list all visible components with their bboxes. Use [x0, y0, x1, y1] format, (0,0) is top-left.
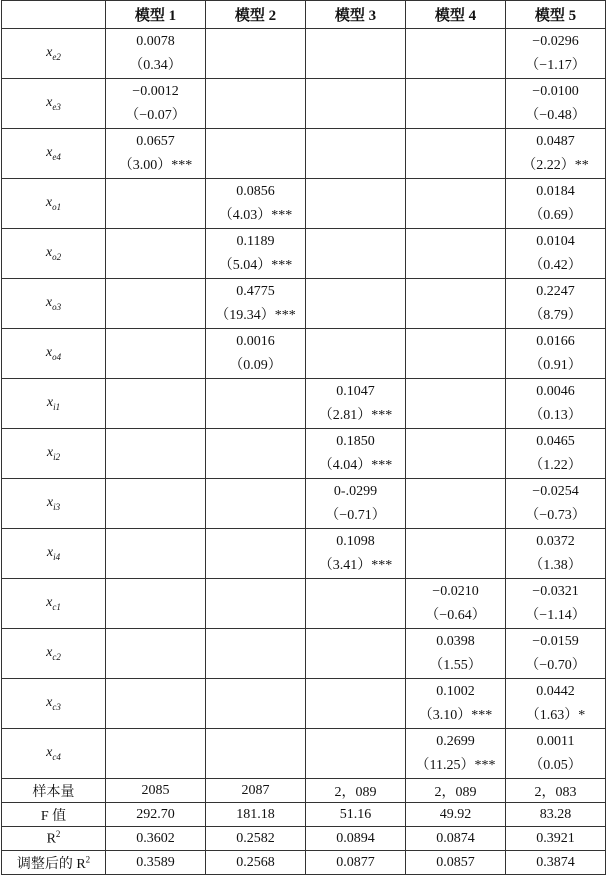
t-statistic: （0.42）	[529, 257, 582, 273]
variable-subscript: o3	[52, 301, 62, 312]
coefficient-cell	[506, 479, 606, 529]
coefficient-value: −0.0254	[532, 483, 579, 499]
coefficient-cell	[406, 429, 506, 479]
variable-symbol: $x_{o2}$	[45, 245, 62, 262]
table-row	[2, 179, 606, 229]
table-row	[2, 629, 606, 679]
statistic-value: 2，089	[306, 779, 406, 803]
coefficient-cell	[206, 379, 306, 429]
coefficient-cell	[206, 679, 306, 729]
t-statistic: （−0.71）	[325, 507, 386, 523]
coefficient-value: 0.2247	[536, 283, 575, 299]
coefficient-value: 0.1002	[436, 683, 475, 699]
table-row	[2, 129, 606, 179]
table-row	[2, 479, 606, 529]
statistic-value: 0.3602	[106, 827, 206, 851]
variable-subscript: i2	[53, 451, 61, 462]
coefficient-cell	[506, 629, 606, 679]
variable-label	[2, 129, 106, 179]
variable-label	[2, 429, 106, 479]
coefficient-value: 0.2699	[436, 733, 475, 749]
coefficient-value: 0.0184	[536, 183, 575, 199]
coefficient-cell	[206, 279, 306, 329]
statistic-value: 0.0877	[306, 851, 406, 875]
t-statistic: （0.69）	[529, 207, 582, 223]
coefficient-cell	[306, 329, 406, 379]
t-statistic: （−1.14）	[525, 607, 586, 623]
coefficient-cell	[306, 629, 406, 679]
table-row	[2, 729, 606, 779]
t-statistic: （1.55）	[429, 657, 482, 673]
header-model-4: 模型 4	[406, 1, 506, 29]
coefficient-cell	[306, 29, 406, 79]
coefficient-value: −0.0012	[132, 83, 179, 99]
statistic-value: 0.2568	[206, 851, 306, 875]
t-statistic: （19.34）***	[215, 307, 296, 323]
variable-label	[2, 29, 106, 79]
coefficient-cell	[106, 579, 206, 629]
coefficient-value: 0.1850	[336, 433, 375, 449]
coefficient-value: 0-.0299	[333, 483, 378, 499]
coefficient-cell	[506, 729, 606, 779]
variable-symbol: $x_{c3}$	[46, 695, 61, 712]
statistic-value: 2，083	[506, 779, 606, 803]
variable-subscript: c2	[52, 651, 61, 662]
coefficient-value: −0.0159	[532, 633, 579, 649]
coefficient-value: 0.0011	[536, 733, 575, 749]
coefficient-cell	[106, 29, 206, 79]
t-statistic: （0.13）	[529, 407, 582, 423]
coefficient-cell	[506, 679, 606, 729]
variable-label	[2, 229, 106, 279]
coefficient-value: 0.0078	[136, 33, 175, 49]
coefficient-cell	[306, 529, 406, 579]
statistic-value: 83.28	[506, 803, 606, 827]
t-statistic: （4.03）***	[218, 207, 293, 223]
table-row	[2, 679, 606, 729]
t-statistic: （11.25）***	[415, 757, 496, 773]
coefficient-cell	[406, 479, 506, 529]
statistic-value: 0.0894	[306, 827, 406, 851]
variable-label	[2, 579, 106, 629]
statistic-row	[2, 851, 606, 875]
variable-subscript: o2	[52, 251, 62, 262]
variable-symbol: $x_{e2}$	[46, 45, 61, 62]
t-statistic: （1.38）	[529, 557, 582, 573]
coefficient-value: 0.4775	[236, 283, 275, 299]
statistic-value: 0.3589	[106, 851, 206, 875]
table-row	[2, 279, 606, 329]
coefficient-value: 0.0166	[536, 333, 575, 349]
table-row	[2, 429, 606, 479]
statistic-value: 0.0874	[406, 827, 506, 851]
statistic-value: 2，089	[406, 779, 506, 803]
coefficient-cell	[506, 429, 606, 479]
coefficient-cell	[106, 379, 206, 429]
coefficient-cell	[106, 179, 206, 229]
table-row	[2, 229, 606, 279]
coefficient-cell	[406, 179, 506, 229]
t-statistic: （8.79）	[529, 307, 582, 323]
coefficient-cell	[206, 29, 306, 79]
statistic-label: $R^2$	[2, 827, 106, 851]
table-row	[2, 79, 606, 129]
coefficient-value: 0.1098	[336, 533, 375, 549]
header-cell-blank	[2, 1, 106, 29]
variable-symbol: $x_{o3}$	[45, 295, 62, 312]
variable-label	[2, 529, 106, 579]
variable-subscript: e4	[52, 151, 61, 162]
coefficient-cell	[106, 479, 206, 529]
coefficient-cell	[306, 579, 406, 629]
coefficient-cell	[306, 79, 406, 129]
t-statistic: （0.34）	[129, 57, 182, 73]
coefficient-cell	[306, 679, 406, 729]
variable-symbol: $x_{i3}$	[46, 495, 61, 512]
t-statistic: （1.63）*	[525, 707, 586, 723]
coefficient-cell	[406, 679, 506, 729]
statistic-value: 0.3874	[506, 851, 606, 875]
t-statistic: （1.22）	[529, 457, 582, 473]
t-statistic: （3.41）***	[318, 557, 393, 573]
coefficient-cell	[506, 29, 606, 79]
coefficient-cell	[206, 579, 306, 629]
variable-subscript: o4	[52, 351, 62, 362]
t-statistic: （−0.48）	[525, 107, 586, 123]
header-model-5: 模型 5	[506, 1, 606, 29]
table-row	[2, 579, 606, 629]
variable-subscript: c4	[52, 751, 61, 762]
table-row	[2, 379, 606, 429]
statistic-value: 2085	[106, 779, 206, 803]
header-model-1: 模型 1	[106, 1, 206, 29]
variable-subscript: c1	[52, 601, 61, 612]
variable-symbol: $x_{c4}$	[46, 745, 61, 762]
variable-label	[2, 79, 106, 129]
t-statistic: （2.22）**	[522, 157, 589, 173]
t-statistic: （3.10）***	[418, 707, 493, 723]
coefficient-value: −0.0100	[532, 83, 579, 99]
coefficient-cell	[306, 379, 406, 429]
t-statistic: （−0.70）	[525, 657, 586, 673]
coefficient-cell	[306, 279, 406, 329]
statistic-label: 样本量	[2, 779, 106, 803]
t-statistic: （0.91）	[529, 357, 582, 373]
variable-symbol: $x_{i1}$	[46, 395, 61, 412]
coefficient-cell	[406, 629, 506, 679]
coefficient-cell	[406, 29, 506, 79]
variable-subscript: e2	[52, 51, 61, 62]
coefficient-cell	[306, 479, 406, 529]
t-statistic: （3.00）***	[118, 157, 193, 173]
t-statistic: （4.04）***	[318, 457, 393, 473]
statistic-label: F 值	[2, 803, 106, 827]
t-statistic: （−0.07）	[125, 107, 186, 123]
coefficient-cell	[106, 429, 206, 479]
coefficient-value: 0.0442	[536, 683, 575, 699]
superscript: 2	[85, 853, 91, 864]
coefficient-value: 0.0487	[536, 133, 575, 149]
t-statistic: （0.05）	[529, 757, 582, 773]
coefficient-cell	[406, 229, 506, 279]
coefficient-value: −0.0296	[532, 33, 579, 49]
variable-label	[2, 379, 106, 429]
coefficient-cell	[506, 79, 606, 129]
coefficient-cell	[206, 529, 306, 579]
variable-label	[2, 729, 106, 779]
variable-label	[2, 479, 106, 529]
coefficient-cell	[106, 329, 206, 379]
regression-results-table	[1, 0, 606, 875]
coefficient-value: 0.0398	[436, 633, 475, 649]
variable-symbol: $x_{o4}$	[45, 345, 62, 362]
variable-symbol: $x_{i2}$	[46, 445, 61, 462]
coefficient-cell	[106, 629, 206, 679]
coefficient-cell	[506, 229, 606, 279]
coefficient-cell	[306, 429, 406, 479]
coefficient-cell	[206, 79, 306, 129]
statistic-row	[2, 803, 606, 827]
coefficient-cell	[506, 329, 606, 379]
variable-subscript: e3	[52, 101, 61, 112]
t-statistic: （2.81）***	[318, 407, 393, 423]
coefficient-cell	[106, 529, 206, 579]
coefficient-cell	[206, 629, 306, 679]
variable-symbol: $x_{e3}$	[46, 95, 61, 112]
coefficient-cell	[406, 379, 506, 429]
coefficient-cell	[306, 179, 406, 229]
coefficient-cell	[306, 129, 406, 179]
statistic-row	[2, 827, 606, 851]
coefficient-cell	[506, 129, 606, 179]
statistic-value: 0.2582	[206, 827, 306, 851]
coefficient-cell	[506, 379, 606, 429]
coefficient-cell	[406, 579, 506, 629]
coefficient-cell	[406, 329, 506, 379]
coefficient-cell	[206, 329, 306, 379]
coefficient-value: 0.1047	[336, 383, 375, 399]
coefficient-cell	[106, 229, 206, 279]
variable-symbol: $x_{o1}$	[45, 195, 62, 212]
coefficient-cell	[506, 579, 606, 629]
coefficient-cell	[406, 79, 506, 129]
coefficient-value: 0.0856	[236, 183, 275, 199]
table-row	[2, 329, 606, 379]
header-model-2: 模型 2	[206, 1, 306, 29]
variable-label	[2, 329, 106, 379]
coefficient-cell	[406, 729, 506, 779]
coefficient-value: 0.0104	[536, 233, 575, 249]
t-statistic: （0.09）	[229, 357, 282, 373]
t-statistic: （5.04）***	[218, 257, 293, 273]
coefficient-cell	[506, 279, 606, 329]
coefficient-cell	[106, 129, 206, 179]
coefficient-cell	[106, 279, 206, 329]
coefficient-cell	[506, 529, 606, 579]
variable-label	[2, 629, 106, 679]
coefficient-cell	[106, 79, 206, 129]
coefficient-cell	[406, 279, 506, 329]
coefficient-value: 0.0657	[136, 133, 175, 149]
statistic-value: 49.92	[406, 803, 506, 827]
coefficient-value: −0.0210	[432, 583, 479, 599]
statistic-value: 181.18	[206, 803, 306, 827]
coefficient-value: −0.0321	[532, 583, 579, 599]
coefficient-cell	[106, 679, 206, 729]
coefficient-cell	[206, 129, 306, 179]
superscript: 2	[55, 829, 61, 840]
coefficient-cell	[206, 429, 306, 479]
variable-symbol: $x_{c1}$	[46, 595, 61, 612]
coefficient-cell	[206, 229, 306, 279]
variable-label	[2, 279, 106, 329]
table-row	[2, 529, 606, 579]
coefficient-value: 0.1189	[236, 233, 275, 249]
statistic-label: 调整后的 $R^2$	[2, 851, 106, 875]
coefficient-cell	[206, 179, 306, 229]
t-statistic: （−0.64）	[425, 607, 486, 623]
coefficient-value: 0.0372	[536, 533, 575, 549]
coefficient-cell	[106, 729, 206, 779]
variable-symbol: $x_{i4}$	[46, 545, 61, 562]
variable-label	[2, 679, 106, 729]
statistic-value: 51.16	[306, 803, 406, 827]
statistic-value: 0.3921	[506, 827, 606, 851]
statistic-value: 292.70	[106, 803, 206, 827]
coefficient-cell	[506, 179, 606, 229]
coefficient-cell	[306, 229, 406, 279]
coefficient-value: 0.0016	[236, 333, 275, 349]
statistic-value: 0.0857	[406, 851, 506, 875]
variable-symbol: $x_{e4}$	[46, 145, 61, 162]
t-statistic: （−1.17）	[525, 57, 586, 73]
statistic-row	[2, 779, 606, 803]
table-row	[2, 29, 606, 79]
variable-subscript: i4	[53, 551, 61, 562]
coefficient-cell	[206, 729, 306, 779]
variable-label	[2, 179, 106, 229]
variable-subscript: i1	[53, 401, 61, 412]
coefficient-value: 0.0046	[536, 383, 575, 399]
variable-subscript: c3	[52, 701, 61, 712]
variable-subscript: o1	[52, 201, 62, 212]
coefficient-value: 0.0465	[536, 433, 575, 449]
t-statistic: （−0.73）	[525, 507, 586, 523]
coefficient-cell	[206, 479, 306, 529]
coefficient-cell	[306, 729, 406, 779]
coefficient-cell	[406, 529, 506, 579]
header-row	[2, 1, 606, 29]
coefficient-cell	[406, 129, 506, 179]
statistic-value: 2087	[206, 779, 306, 803]
variable-subscript: i3	[53, 501, 61, 512]
variable-symbol: $x_{c2}$	[46, 645, 61, 662]
header-model-3: 模型 3	[306, 1, 406, 29]
